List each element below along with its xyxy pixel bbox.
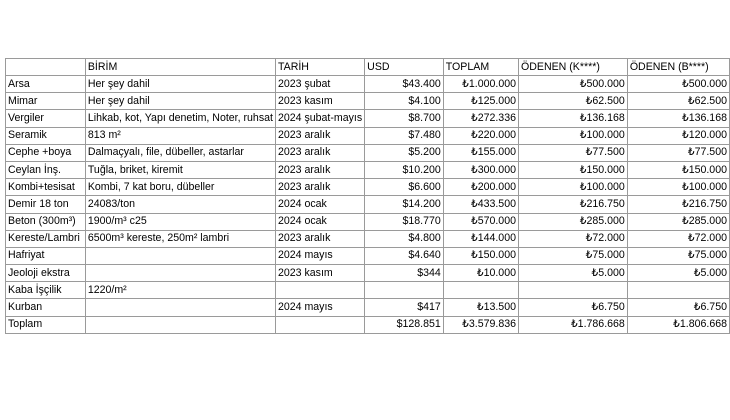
header-cell-date[interactable]: TARİH — [275, 59, 364, 76]
cell-usd[interactable]: $417 — [365, 299, 444, 316]
table-row — [6, 144, 730, 161]
cell-date[interactable]: 2024 şubat-mayıs — [275, 110, 364, 127]
cell-usd[interactable]: $4.100 — [365, 93, 444, 110]
cell-unit[interactable]: Kombi, 7 kat boru, dübeller — [85, 179, 275, 196]
cell-date[interactable]: 2024 ocak — [275, 196, 364, 213]
cell-unit[interactable]: Her şey dahil — [85, 93, 275, 110]
table-row — [6, 161, 730, 178]
header-row — [6, 59, 730, 76]
cell-usd[interactable]: $8.700 — [365, 110, 444, 127]
cell-paid-k[interactable]: ₺150.000 — [519, 161, 628, 178]
table-row — [6, 213, 730, 230]
cell-total[interactable]: ₺125.000 — [443, 93, 518, 110]
cell-item[interactable]: Arsa — [6, 76, 86, 93]
header-cell-usd[interactable]: USD — [365, 59, 444, 76]
cell-paid-k[interactable]: ₺72.000 — [519, 230, 628, 247]
cell-item[interactable]: Kurban — [6, 299, 86, 316]
cell-unit[interactable]: Tuğla, briket, kiremit — [85, 161, 275, 178]
total-row — [6, 316, 730, 333]
cell-unit[interactable]: Her şey dahil — [85, 76, 275, 93]
cell-usd[interactable]: $6.600 — [365, 179, 444, 196]
cell-total[interactable]: ₺570.000 — [443, 213, 518, 230]
cell-paid-b[interactable]: ₺500.000 — [627, 76, 729, 93]
cell-paid-b[interactable]: ₺75.000 — [627, 247, 729, 264]
cell-item[interactable]: Kombi+tesisat — [6, 179, 86, 196]
cell-total[interactable]: ₺3.579.836 — [443, 316, 518, 333]
cell-paid-b[interactable]: ₺72.000 — [627, 230, 729, 247]
cell-total[interactable] — [443, 282, 518, 299]
cell-total[interactable]: ₺220.000 — [443, 127, 518, 144]
table-row — [6, 93, 730, 110]
cell-date[interactable] — [275, 282, 364, 299]
cell-unit[interactable] — [85, 265, 275, 282]
cell-paid-k[interactable] — [519, 282, 628, 299]
cell-usd[interactable]: $14.200 — [365, 196, 444, 213]
cell-paid-k[interactable]: ₺285.000 — [519, 213, 628, 230]
table-row — [6, 247, 730, 264]
cell-paid-b[interactable]: ₺6.750 — [627, 299, 729, 316]
cell-usd[interactable]: $43.400 — [365, 76, 444, 93]
cell-date[interactable]: 2023 aralık — [275, 161, 364, 178]
table-row — [6, 265, 730, 282]
cell-paid-k[interactable]: ₺5.000 — [519, 265, 628, 282]
cell-unit[interactable]: Dalmaçyalı, file, dübeller, astarlar — [85, 144, 275, 161]
cell-paid-k[interactable]: ₺77.500 — [519, 144, 628, 161]
header-cell-total[interactable]: TOPLAM — [443, 59, 518, 76]
cell-usd[interactable]: $128.851 — [365, 316, 444, 333]
cell-usd[interactable]: $18.770 — [365, 213, 444, 230]
cell-item[interactable]: Ceylan İnş. — [6, 161, 86, 178]
cell-unit[interactable] — [85, 299, 275, 316]
cell-date[interactable]: 2023 şubat — [275, 76, 364, 93]
cell-paid-b[interactable]: ₺120.000 — [627, 127, 729, 144]
cell-usd[interactable]: $344 — [365, 265, 444, 282]
cell-date[interactable] — [275, 316, 364, 333]
header-cell-paid-b[interactable]: ÖDENEN (B****) — [627, 59, 729, 76]
cell-item[interactable]: Cephe +boya — [6, 144, 86, 161]
cell-paid-b[interactable]: ₺150.000 — [627, 161, 729, 178]
cell-item[interactable]: Mimar — [6, 93, 86, 110]
cell-usd[interactable]: $10.200 — [365, 161, 444, 178]
cell-date[interactable]: 2023 kasım — [275, 93, 364, 110]
cell-usd[interactable]: $7.480 — [365, 127, 444, 144]
cell-total[interactable]: ₺13.500 — [443, 299, 518, 316]
cell-paid-k[interactable]: ₺216.750 — [519, 196, 628, 213]
cell-total[interactable]: ₺272.336 — [443, 110, 518, 127]
cell-total[interactable]: ₺300.000 — [443, 161, 518, 178]
cell-paid-b[interactable]: ₺5.000 — [627, 265, 729, 282]
cell-total[interactable]: ₺10.000 — [443, 265, 518, 282]
cell-date[interactable]: 2024 mayıs — [275, 299, 364, 316]
cell-total[interactable]: ₺433.500 — [443, 196, 518, 213]
cell-date[interactable]: 2023 aralık — [275, 144, 364, 161]
expense-table — [5, 58, 730, 334]
cell-paid-k[interactable]: ₺100.000 — [519, 179, 628, 196]
cell-usd[interactable] — [365, 282, 444, 299]
cell-paid-k[interactable]: ₺6.750 — [519, 299, 628, 316]
cell-unit[interactable]: Lihkab, kot, Yapı denetim, Noter, ruhsat — [85, 110, 275, 127]
table-row — [6, 76, 730, 93]
header-cell-item[interactable] — [6, 59, 86, 76]
cell-paid-k[interactable]: ₺1.786.668 — [519, 316, 628, 333]
cell-usd[interactable]: $5.200 — [365, 144, 444, 161]
cell-item[interactable]: Hafriyat — [6, 247, 86, 264]
cell-paid-k[interactable]: ₺62.500 — [519, 93, 628, 110]
cell-date[interactable]: 2023 aralık — [275, 127, 364, 144]
cell-paid-b[interactable]: ₺285.000 — [627, 213, 729, 230]
cell-unit[interactable] — [85, 247, 275, 264]
header-cell-unit[interactable]: BİRİM — [85, 59, 275, 76]
cell-paid-k[interactable]: ₺75.000 — [519, 247, 628, 264]
cell-item[interactable]: Beton (300m³) — [6, 213, 86, 230]
cell-total[interactable]: ₺200.000 — [443, 179, 518, 196]
cell-date[interactable]: 2023 kasım — [275, 265, 364, 282]
cell-unit[interactable]: 6500m³ kereste, 250m² lambri — [85, 230, 275, 247]
cell-paid-b[interactable]: ₺77.500 — [627, 144, 729, 161]
table-row — [6, 230, 730, 247]
table-row — [6, 196, 730, 213]
cell-total[interactable]: ₺150.000 — [443, 247, 518, 264]
cell-item[interactable]: Vergiler — [6, 110, 86, 127]
header-cell-paid-k[interactable]: ÖDENEN (K****) — [519, 59, 628, 76]
cell-paid-b[interactable]: ₺100.000 — [627, 179, 729, 196]
cell-total[interactable]: ₺155.000 — [443, 144, 518, 161]
cell-unit[interactable]: 1900/m³ c25 — [85, 213, 275, 230]
cell-paid-b[interactable]: ₺136.168 — [627, 110, 729, 127]
cell-paid-b[interactable]: ₺216.750 — [627, 196, 729, 213]
cell-usd[interactable]: $4.640 — [365, 247, 444, 264]
cell-unit[interactable] — [85, 316, 275, 333]
table-row — [6, 299, 730, 316]
cell-unit[interactable]: 1220/m² — [85, 282, 275, 299]
cell-usd[interactable]: $4.800 — [365, 230, 444, 247]
cell-paid-k[interactable]: ₺100.000 — [519, 127, 628, 144]
cell-paid-b[interactable] — [627, 282, 729, 299]
table-row — [6, 282, 730, 299]
cell-date[interactable]: 2023 aralık — [275, 179, 364, 196]
cell-date[interactable]: 2024 mayıs — [275, 247, 364, 264]
cell-paid-b[interactable]: ₺62.500 — [627, 93, 729, 110]
cell-item[interactable]: Kaba İşçilik — [6, 282, 86, 299]
cell-total[interactable]: ₺144.000 — [443, 230, 518, 247]
cell-item[interactable]: Demir 18 ton — [6, 196, 86, 213]
table-row — [6, 110, 730, 127]
cell-date[interactable]: 2024 ocak — [275, 213, 364, 230]
cell-paid-b[interactable]: ₺1.806.668 — [627, 316, 729, 333]
cell-unit[interactable]: 813 m² — [85, 127, 275, 144]
cell-item[interactable]: Seramik — [6, 127, 86, 144]
cell-item[interactable]: Jeoloji ekstra — [6, 265, 86, 282]
cell-item[interactable]: Kereste/Lambri — [6, 230, 86, 247]
table-row — [6, 179, 730, 196]
table-row — [6, 127, 730, 144]
cell-unit[interactable]: 24083/ton — [85, 196, 275, 213]
cell-total[interactable]: ₺1.000.000 — [443, 76, 518, 93]
cell-paid-k[interactable]: ₺500.000 — [519, 76, 628, 93]
cell-paid-k[interactable]: ₺136.168 — [519, 110, 628, 127]
cell-item[interactable]: Toplam — [6, 316, 86, 333]
cell-date[interactable]: 2023 aralık — [275, 230, 364, 247]
